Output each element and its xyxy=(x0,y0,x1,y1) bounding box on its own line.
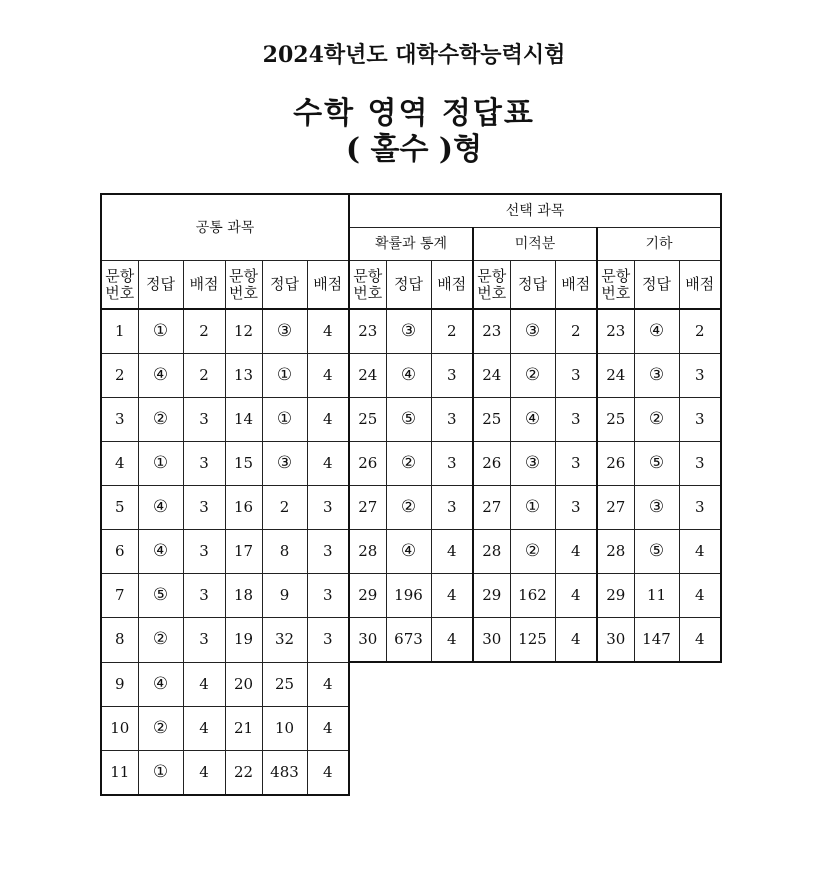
geo-score-cell: 4 xyxy=(679,530,721,574)
empty-cell xyxy=(597,750,634,795)
col-header-number: 문항 번호 xyxy=(101,261,138,310)
empty-cell xyxy=(431,706,473,750)
col-header-score: 배점 xyxy=(679,261,721,310)
col-header-score: 배점 xyxy=(183,261,225,310)
empty-cell xyxy=(510,750,555,795)
prob-score-cell: 3 xyxy=(431,486,473,530)
common-score-cell: 4 xyxy=(307,662,349,706)
common-number-cell: 7 xyxy=(101,574,138,618)
calc-number-cell: 23 xyxy=(473,309,510,354)
col-header-number: 문항 번호 xyxy=(597,261,634,310)
prob-score-cell: 4 xyxy=(431,574,473,618)
empty-cell xyxy=(473,662,510,706)
prob-score-cell: 4 xyxy=(431,618,473,663)
common-answer-cell: ④ xyxy=(138,662,183,706)
col-header-answer: 정답 xyxy=(138,261,183,310)
empty-cell xyxy=(510,706,555,750)
common-answer-cell: ② xyxy=(138,398,183,442)
common-score-cell: 3 xyxy=(183,486,225,530)
common-answer-cell: 9 xyxy=(262,574,307,618)
calc-number-cell: 27 xyxy=(473,486,510,530)
calc-number-cell: 26 xyxy=(473,442,510,486)
col-header-answer: 정답 xyxy=(510,261,555,310)
common-answer-cell: ① xyxy=(138,442,183,486)
empty-cell xyxy=(597,706,634,750)
geo-score-cell: 4 xyxy=(679,574,721,618)
geometry-header: 기하 xyxy=(597,228,721,261)
elective-section-header: 선택 과목 xyxy=(349,194,721,228)
col-header-number: 문항 번호 xyxy=(349,261,386,310)
exam-year-title: 2024학년도 대학수학능력시험 xyxy=(262,42,566,68)
geo-score-cell: 3 xyxy=(679,354,721,398)
prob-answer-cell: ② xyxy=(386,486,431,530)
table-row xyxy=(101,750,721,795)
calc-score-cell: 3 xyxy=(555,354,597,398)
geo-answer-cell: ② xyxy=(634,398,679,442)
common-score-cell: 4 xyxy=(183,706,225,750)
col-header-answer: 정답 xyxy=(386,261,431,310)
geo-answer-cell: ③ xyxy=(634,486,679,530)
common-answer-cell: 32 xyxy=(262,618,307,663)
common-number-cell: 2 xyxy=(101,354,138,398)
empty-cell xyxy=(349,706,386,750)
prob-score-cell: 2 xyxy=(431,309,473,354)
prob-answer-cell: ⑤ xyxy=(386,398,431,442)
col-header-answer: 정답 xyxy=(262,261,307,310)
calc-answer-cell: ④ xyxy=(510,398,555,442)
prob-answer-cell: ④ xyxy=(386,530,431,574)
prob-number-cell: 23 xyxy=(349,309,386,354)
common-number-cell: 12 xyxy=(225,309,262,354)
common-number-cell: 13 xyxy=(225,354,262,398)
common-number-cell: 21 xyxy=(225,706,262,750)
common-answer-cell: ⑤ xyxy=(138,574,183,618)
calc-answer-cell: ③ xyxy=(510,442,555,486)
table-row xyxy=(101,398,721,442)
common-number-cell: 1 xyxy=(101,309,138,354)
geo-score-cell: 4 xyxy=(679,618,721,663)
common-section-header: 공통 과목 xyxy=(101,194,349,261)
empty-cell xyxy=(679,750,721,795)
calc-number-cell: 29 xyxy=(473,574,510,618)
geo-answer-cell: ⑤ xyxy=(634,442,679,486)
geo-answer-cell: ④ xyxy=(634,309,679,354)
empty-cell xyxy=(555,662,597,706)
empty-cell xyxy=(634,706,679,750)
common-score-cell: 4 xyxy=(183,750,225,795)
geo-answer-cell: 147 xyxy=(634,618,679,663)
calc-answer-cell: ① xyxy=(510,486,555,530)
geo-number-cell: 27 xyxy=(597,486,634,530)
empty-cell xyxy=(679,662,721,706)
common-answer-cell: ① xyxy=(138,750,183,795)
common-answer-cell: ④ xyxy=(138,486,183,530)
empty-cell xyxy=(555,706,597,750)
common-score-cell: 3 xyxy=(307,486,349,530)
common-number-cell: 10 xyxy=(101,706,138,750)
table-row xyxy=(101,574,721,618)
calc-score-cell: 3 xyxy=(555,442,597,486)
common-score-cell: 3 xyxy=(307,530,349,574)
common-score-cell: 3 xyxy=(183,398,225,442)
calc-score-cell: 2 xyxy=(555,309,597,354)
calc-number-cell: 28 xyxy=(473,530,510,574)
common-answer-cell: ③ xyxy=(262,309,307,354)
calc-number-cell: 24 xyxy=(473,354,510,398)
common-answer-cell: 483 xyxy=(262,750,307,795)
common-answer-cell: 25 xyxy=(262,662,307,706)
empty-cell xyxy=(634,750,679,795)
common-number-cell: 9 xyxy=(101,662,138,706)
empty-cell xyxy=(431,750,473,795)
empty-cell xyxy=(473,750,510,795)
prob-number-cell: 28 xyxy=(349,530,386,574)
prob-answer-cell: ② xyxy=(386,442,431,486)
common-number-cell: 6 xyxy=(101,530,138,574)
common-number-cell: 14 xyxy=(225,398,262,442)
common-number-cell: 5 xyxy=(101,486,138,530)
common-score-cell: 4 xyxy=(183,662,225,706)
prob-number-cell: 27 xyxy=(349,486,386,530)
empty-cell xyxy=(386,706,431,750)
table-row xyxy=(101,618,721,663)
calc-score-cell: 4 xyxy=(555,574,597,618)
prob-answer-cell: 673 xyxy=(386,618,431,663)
prob-number-cell: 26 xyxy=(349,442,386,486)
common-score-cell: 4 xyxy=(307,354,349,398)
empty-cell xyxy=(510,662,555,706)
prob-number-cell: 30 xyxy=(349,618,386,663)
prob-answer-cell: 196 xyxy=(386,574,431,618)
col-header-answer: 정답 xyxy=(634,261,679,310)
geo-score-cell: 3 xyxy=(679,398,721,442)
calc-number-cell: 25 xyxy=(473,398,510,442)
empty-cell xyxy=(386,662,431,706)
table-row xyxy=(101,706,721,750)
common-answer-cell: ② xyxy=(138,618,183,663)
common-number-cell: 18 xyxy=(225,574,262,618)
col-header-number: 문항 번호 xyxy=(225,261,262,310)
prob-score-cell: 3 xyxy=(431,398,473,442)
common-score-cell: 3 xyxy=(307,574,349,618)
prob-answer-cell: ③ xyxy=(386,309,431,354)
table-row xyxy=(101,486,721,530)
geo-answer-cell: 11 xyxy=(634,574,679,618)
geo-number-cell: 24 xyxy=(597,354,634,398)
prob-number-cell: 29 xyxy=(349,574,386,618)
col-header-number: 문항 번호 xyxy=(473,261,510,310)
prob-score-cell: 3 xyxy=(431,442,473,486)
empty-cell xyxy=(634,662,679,706)
common-score-cell: 4 xyxy=(307,309,349,354)
common-score-cell: 2 xyxy=(183,354,225,398)
table-row xyxy=(101,442,721,486)
calc-score-cell: 4 xyxy=(555,618,597,663)
col-header-score: 배점 xyxy=(555,261,597,310)
common-number-cell: 20 xyxy=(225,662,262,706)
calc-answer-cell: 162 xyxy=(510,574,555,618)
common-score-cell: 3 xyxy=(307,618,349,663)
common-answer-cell: ① xyxy=(138,309,183,354)
calc-answer-cell: ② xyxy=(510,354,555,398)
common-answer-cell: 10 xyxy=(262,706,307,750)
calc-answer-cell: 125 xyxy=(510,618,555,663)
common-score-cell: 3 xyxy=(183,442,225,486)
prob-number-cell: 24 xyxy=(349,354,386,398)
geo-number-cell: 23 xyxy=(597,309,634,354)
common-answer-cell: ③ xyxy=(262,442,307,486)
empty-cell xyxy=(555,750,597,795)
common-number-cell: 4 xyxy=(101,442,138,486)
col-header-score: 배점 xyxy=(307,261,349,310)
empty-cell xyxy=(349,750,386,795)
common-answer-cell: ④ xyxy=(138,530,183,574)
common-answer-cell: ① xyxy=(262,398,307,442)
geo-score-cell: 3 xyxy=(679,442,721,486)
geo-number-cell: 28 xyxy=(597,530,634,574)
col-header-score: 배점 xyxy=(431,261,473,310)
calc-score-cell: 4 xyxy=(555,530,597,574)
calc-answer-cell: ② xyxy=(510,530,555,574)
calc-answer-cell: ③ xyxy=(510,309,555,354)
prob-score-cell: 3 xyxy=(431,354,473,398)
answer-key-table xyxy=(100,193,722,796)
prob-score-cell: 4 xyxy=(431,530,473,574)
empty-cell xyxy=(386,750,431,795)
empty-cell xyxy=(679,706,721,750)
geo-score-cell: 2 xyxy=(679,309,721,354)
common-number-cell: 19 xyxy=(225,618,262,663)
common-answer-cell: ② xyxy=(138,706,183,750)
table-row xyxy=(101,354,721,398)
common-answer-cell: 2 xyxy=(262,486,307,530)
empty-cell xyxy=(431,662,473,706)
geo-number-cell: 25 xyxy=(597,398,634,442)
calc-score-cell: 3 xyxy=(555,486,597,530)
common-score-cell: 4 xyxy=(307,750,349,795)
common-number-cell: 11 xyxy=(101,750,138,795)
empty-cell xyxy=(349,662,386,706)
common-score-cell: 3 xyxy=(183,574,225,618)
calc-score-cell: 3 xyxy=(555,398,597,442)
table-row xyxy=(101,530,721,574)
table-row xyxy=(101,309,721,354)
geo-number-cell: 30 xyxy=(597,618,634,663)
answer-key-title: 수학 영역 정답표 xyxy=(293,96,535,131)
common-number-cell: 22 xyxy=(225,750,262,795)
common-score-cell: 4 xyxy=(307,706,349,750)
common-score-cell: 3 xyxy=(183,618,225,663)
empty-cell xyxy=(473,706,510,750)
geo-number-cell: 26 xyxy=(597,442,634,486)
common-number-cell: 8 xyxy=(101,618,138,663)
common-score-cell: 4 xyxy=(307,398,349,442)
prob-number-cell: 25 xyxy=(349,398,386,442)
common-score-cell: 2 xyxy=(183,309,225,354)
prob-answer-cell: ④ xyxy=(386,354,431,398)
table-row xyxy=(101,662,721,706)
common-answer-cell: ④ xyxy=(138,354,183,398)
common-score-cell: 4 xyxy=(307,442,349,486)
empty-cell xyxy=(597,662,634,706)
common-number-cell: 16 xyxy=(225,486,262,530)
common-number-cell: 15 xyxy=(225,442,262,486)
common-number-cell: 17 xyxy=(225,530,262,574)
geo-score-cell: 3 xyxy=(679,486,721,530)
common-answer-cell: 8 xyxy=(262,530,307,574)
prob-stats-header: 확률과 통계 xyxy=(349,228,473,261)
geo-answer-cell: ③ xyxy=(634,354,679,398)
geo-number-cell: 29 xyxy=(597,574,634,618)
calculus-header: 미적분 xyxy=(473,228,597,261)
calc-number-cell: 30 xyxy=(473,618,510,663)
form-type-title: ( 홀수 )형 xyxy=(345,132,483,167)
common-number-cell: 3 xyxy=(101,398,138,442)
geo-answer-cell: ⑤ xyxy=(634,530,679,574)
common-score-cell: 3 xyxy=(183,530,225,574)
common-answer-cell: ① xyxy=(262,354,307,398)
